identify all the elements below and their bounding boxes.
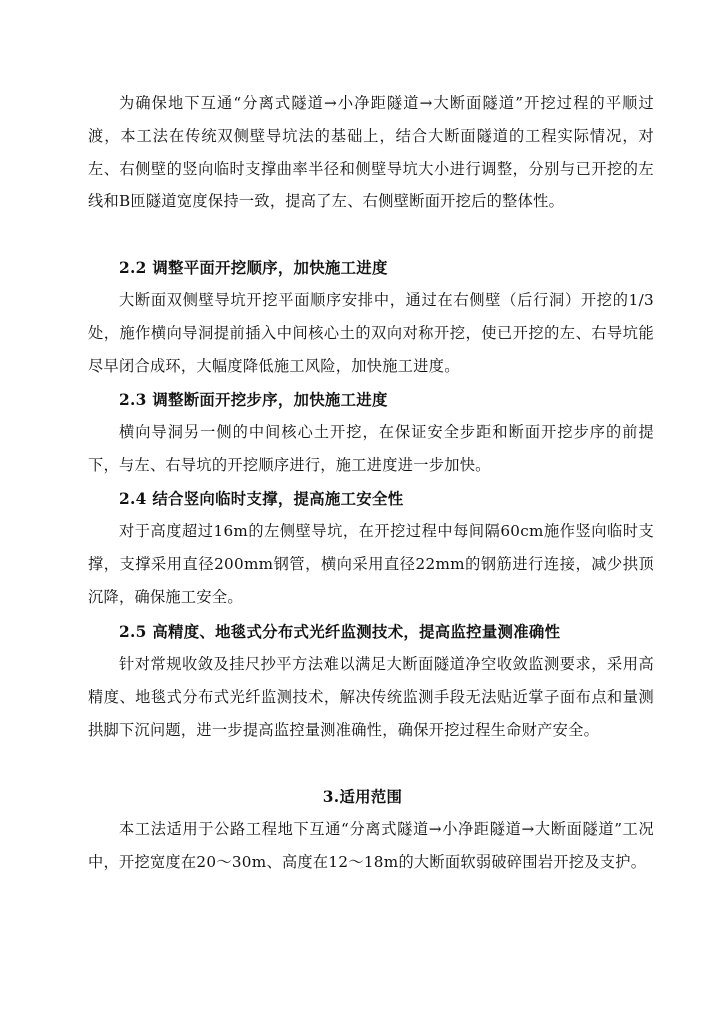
chapter-heading-3: 3.适用范围 <box>322 788 403 806</box>
body-paragraph-intro: 为确保地下互通“分离式隧道→小净距隧道→大断面隧道”开挖过程的平顺过渡，本工法在传统双侧壁导坑法的基础上，结合大断面隧道的工程实际情况，对左、右侧壁的竖向临时支撑曲率半径和侧壁导坑大小进行调整，分别与已开挖的左线和B匝隧道宽度保持一致，提高了左、右侧壁断面开挖后的整体性。 <box>88 94 654 211</box>
body-paragraph-2-4: 对于高度超过16m的左侧壁导坑，在开挖过程中每间隔60cm施作竖向临时支撑，支撑采用直径200mm钢管，横向采用直径22mm的钢筋进行连接，减少拱顶沉降，确保施工安全。 <box>88 522 654 606</box>
body-paragraph-3: 本工法适用于公路工程地下互通“分离式隧道→小净距隧道→大断面隧道”工况中，开挖宽度在20～30m、高度在12～18m的大断面软弱破碎围岩开挖及支护。 <box>88 820 654 871</box>
section-heading-2-5: 2.5 高精度、地毯式分布式光纤监测技术，提高监控量测准确性 <box>119 623 561 641</box>
section-heading-2-2: 2.2 调整平面开挖顺序，加快施工进度 <box>119 259 388 277</box>
section-heading-2-3: 2.3 调整断面开挖步序，加快施工进度 <box>119 391 388 409</box>
body-paragraph-2-2: 大断面双侧壁导坑开挖平面顺序安排中，通过在右侧壁（后行洞）开挖的1/3处，施作横向导洞提前插入中间核心土的双向对称开挖，使已开挖的左、右导坑能尽早闭合成环，大幅度降低施工风险，加快施工进度。 <box>88 291 654 375</box>
body-paragraph-2-5: 针对常规收敛及挂尺抄平方法难以满足大断面隧道净空收敛监测要求，采用高精度、地毯式分布式光纤监测技术，解决传统监测手段无法贴近掌子面布点和量测拱脚下沉问题，进一步提高监控量测准确性，确保开挖过程生命财产安全。 <box>88 655 654 739</box>
section-heading-2-4: 2.4 结合竖向临时支撑，提高施工安全性 <box>119 490 404 508</box>
body-paragraph-2-3: 横向导洞另一侧的中间核心土开挖，在保证安全步距和断面开挖步序的前提下，与左、右导坑的开挖顺序进行，施工进度进一步加快。 <box>88 423 654 474</box>
